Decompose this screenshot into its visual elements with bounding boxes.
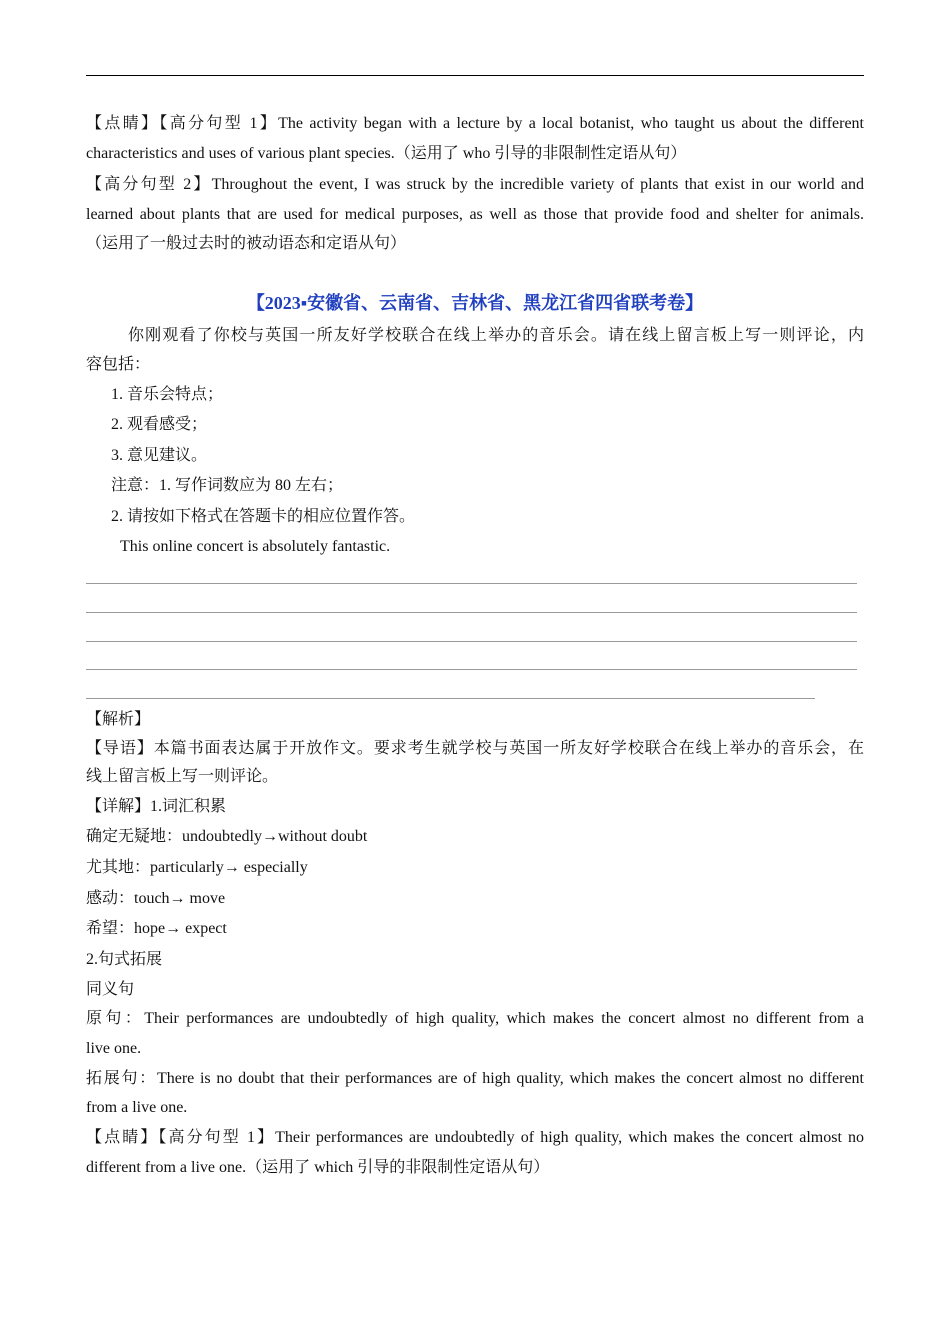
exam-title: 【2023▪安徽省、云南省、吉林省、黑龙江省四省联考卷】 (246, 293, 704, 313)
answer-line (86, 612, 857, 613)
vocab-item-4: 希望：hope→ expect (86, 920, 227, 937)
original-sentence-line-2: live one. (86, 1040, 142, 1057)
analysis-intro-line-2: 线上留言板上写一则评论。 (86, 768, 279, 785)
answer-line (86, 641, 857, 642)
prompt-note-1: 注意：1. 写作词数应为 80 左右； (111, 477, 344, 494)
highlight-a-line-1: 【点睛】【高分句型 1】The activity began with a lecture by a local botanist, who taught us about the different (86, 115, 864, 132)
answer-line (86, 583, 857, 584)
synonym-heading: 同义句 (86, 981, 135, 998)
vocab-item-1: 确定无疑地：undoubtedly→without doubt (86, 828, 368, 845)
prompt-point-1: 1. 音乐会特点； (111, 386, 224, 403)
prompt-point-2: 2. 观看感受； (111, 416, 208, 433)
analysis-heading: 【解析】 (86, 711, 151, 728)
highlight-a-line-5: （运用了一般过去时的被动语态和定语从句） (86, 235, 407, 252)
header-rule (86, 75, 864, 76)
highlight-a-line-2: characteristics and uses of various plant species.（运用了 who 引导的非限制性定语从句） (86, 145, 687, 162)
highlight-b-line-2: different from a live one.（运用了 which 引导的非限制性定语从句） (86, 1159, 550, 1176)
highlight-a-line-3: 【高分句型 2】Throughout the event, I was struck by the incredible variety of plants that exist in our world and (86, 176, 864, 193)
original-sentence-line-1: 原句：Their performances are undoubtedly of high quality, which makes the concert almost no different from a (86, 1010, 864, 1027)
prompt-note-2: 2. 请按如下格式在答题卡的相应位置作答。 (111, 508, 416, 525)
highlight-b-line-1: 【点睛】【高分句型 1】Their performances are undoubtedly of high quality, which makes the concert almost no (86, 1129, 864, 1146)
expanded-sentence-line-1: 拓展句：There is no doubt that their performances are of high quality, which makes the concert almost no different (86, 1070, 864, 1087)
prompt-line-1: 你刚观看了你校与英国一所友好学校联合在线上举办的音乐会。请在线上留言板上写一则评论，内 (128, 327, 864, 344)
answer-line (86, 698, 815, 699)
analysis-intro-line-1: 【导语】本篇书面表达属于开放作文。要求考生就学校与英国一所友好学校联合在线上举办的音乐会，在 (86, 740, 864, 757)
essay-opening: This online concert is absolutely fantastic. (120, 538, 391, 555)
prompt-point-3: 3. 意见建议。 (111, 447, 208, 464)
sentence-heading: 2.句式拓展 (86, 951, 163, 968)
highlight-a-line-4: learned about plants that are used for medical purposes, as well as those that provide food and shelter for animals. (86, 206, 864, 223)
prompt-line-2: 容包括： (86, 356, 151, 373)
vocab-item-3: 感动：touch→ move (86, 890, 226, 907)
expanded-sentence-line-2: from a live one. (86, 1099, 188, 1116)
detail-heading: 【详解】1.词汇积累 (86, 798, 227, 815)
answer-line (86, 669, 857, 670)
vocab-item-2: 尤其地：particularly→ especially (86, 859, 308, 876)
